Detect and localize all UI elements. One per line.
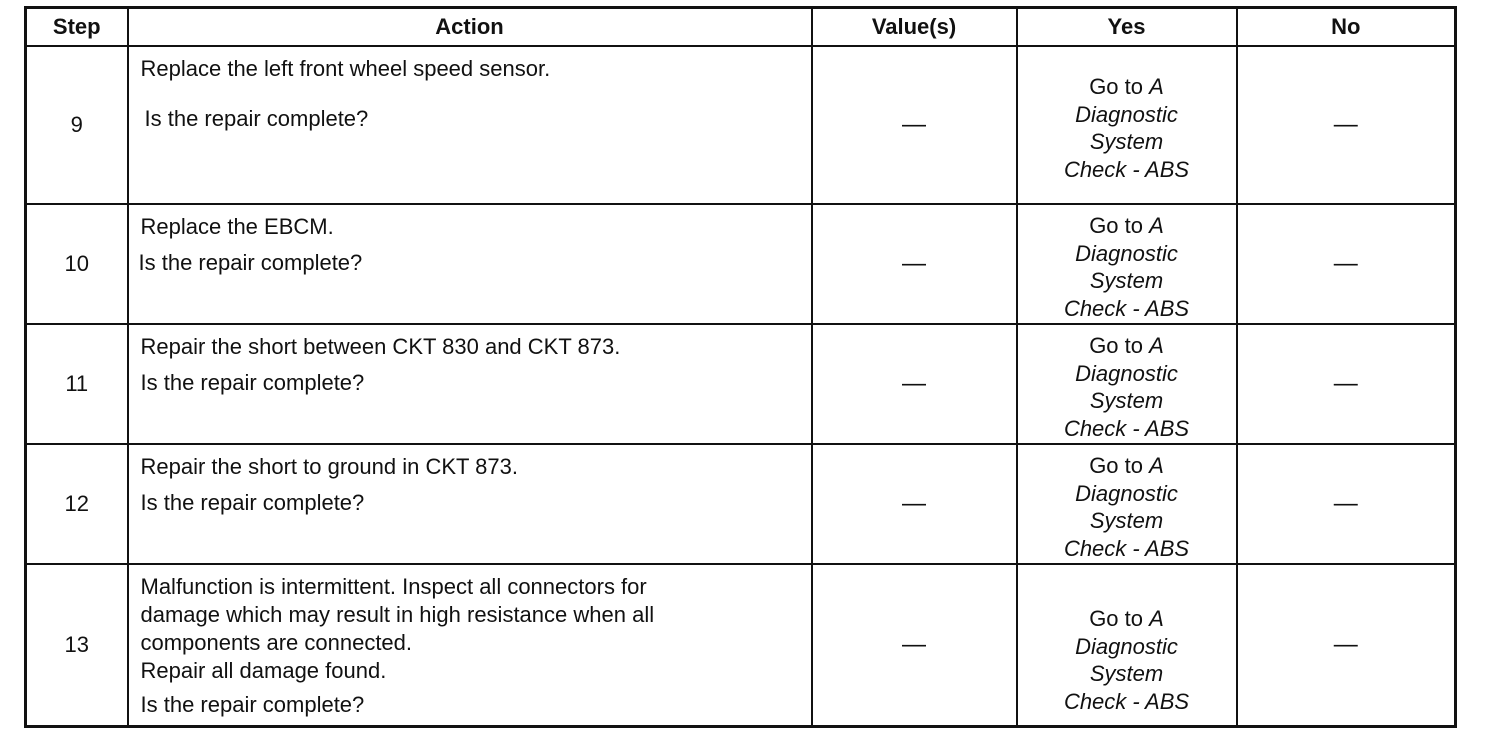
yes-link[interactable]: Diagnostic xyxy=(1075,360,1178,386)
action-line: Is the repair complete? xyxy=(140,490,365,515)
no-cell: — xyxy=(1237,564,1456,727)
action-line: Replace the left front wheel speed sensor. xyxy=(140,56,551,81)
yes-link[interactable]: Diagnostic xyxy=(1075,480,1178,506)
yes-prefix: Go to xyxy=(1089,606,1143,631)
yes-cell[interactable] xyxy=(1017,324,1237,444)
action-line: Repair all damage found. xyxy=(140,658,387,683)
step-number: 13 xyxy=(26,564,128,727)
yes-link[interactable]: System xyxy=(1089,388,1164,413)
header-values: Value(s) xyxy=(812,8,1017,47)
value-cell: — xyxy=(812,46,1017,204)
table-row xyxy=(26,46,1456,204)
yes-link[interactable]: Check - ABS xyxy=(1063,535,1190,561)
yes-link[interactable]: Check - ABS xyxy=(1063,156,1190,182)
action-line: components are connected. xyxy=(140,630,413,655)
action-line: Malfunction is intermittent. Inspect all connectors for xyxy=(140,574,647,599)
yes-prefix: Go to xyxy=(1089,74,1143,99)
action-line: Is the repair complete? xyxy=(138,250,363,275)
yes-link[interactable]: System xyxy=(1089,661,1164,686)
yes-link[interactable]: System xyxy=(1089,129,1164,154)
value-cell: — xyxy=(812,444,1017,564)
step-number: 9 xyxy=(26,46,128,204)
header-yes: Yes xyxy=(1017,8,1237,47)
value-cell: — xyxy=(812,204,1017,324)
yes-prefix: Go to xyxy=(1089,213,1143,238)
header-no: No xyxy=(1237,8,1456,47)
yes-prefix: Go to xyxy=(1089,333,1143,358)
action-line: Is the repair complete? xyxy=(144,106,369,131)
table-row xyxy=(26,444,1456,564)
action-line: Is the repair complete? xyxy=(140,370,365,395)
no-cell: — xyxy=(1237,46,1456,204)
header-row xyxy=(26,8,1456,47)
yes-link[interactable]: A xyxy=(1149,74,1164,99)
header-action: Action xyxy=(128,8,812,47)
header-step: Step xyxy=(26,8,128,47)
action-line: damage which may result in high resistance when all xyxy=(140,602,655,627)
yes-cell[interactable] xyxy=(1017,444,1237,564)
value-cell: — xyxy=(812,324,1017,444)
yes-link[interactable]: A xyxy=(1149,333,1164,358)
yes-link[interactable]: A xyxy=(1149,453,1164,478)
action-cell xyxy=(128,324,812,444)
step-number: 12 xyxy=(26,444,128,564)
table-row xyxy=(26,564,1456,727)
no-cell: — xyxy=(1237,444,1456,564)
action-cell xyxy=(128,444,812,564)
table-row xyxy=(26,204,1456,324)
action-cell xyxy=(128,204,812,324)
no-cell: — xyxy=(1237,324,1456,444)
yes-link[interactable]: A xyxy=(1149,213,1164,238)
yes-link[interactable]: Check - ABS xyxy=(1063,415,1190,441)
yes-link[interactable]: A xyxy=(1149,606,1164,631)
action-cell xyxy=(128,564,812,727)
yes-link[interactable]: Diagnostic xyxy=(1075,240,1178,266)
action-line: Repair the short to ground in CKT 873. xyxy=(140,454,518,479)
yes-cell[interactable] xyxy=(1017,46,1237,204)
yes-link[interactable]: System xyxy=(1089,508,1164,533)
value-cell: — xyxy=(812,564,1017,727)
yes-cell[interactable] xyxy=(1017,204,1237,324)
yes-link[interactable]: System xyxy=(1089,268,1164,293)
step-number: 11 xyxy=(26,324,128,444)
diagnostic-table xyxy=(24,6,1457,728)
yes-prefix: Go to xyxy=(1089,453,1143,478)
action-line: Repair the short between CKT 830 and CKT 873. xyxy=(140,334,621,359)
yes-cell[interactable] xyxy=(1017,564,1237,727)
action-line: Is the repair complete? xyxy=(140,692,365,717)
yes-link[interactable]: Check - ABS xyxy=(1063,688,1190,714)
action-cell xyxy=(128,46,812,204)
yes-link[interactable]: Diagnostic xyxy=(1075,101,1178,127)
yes-link[interactable]: Diagnostic xyxy=(1075,633,1178,659)
table-row xyxy=(26,324,1456,444)
action-line: Replace the EBCM. xyxy=(140,214,334,239)
yes-link[interactable]: Check - ABS xyxy=(1063,295,1190,321)
step-number: 10 xyxy=(26,204,128,324)
no-cell: — xyxy=(1237,204,1456,324)
